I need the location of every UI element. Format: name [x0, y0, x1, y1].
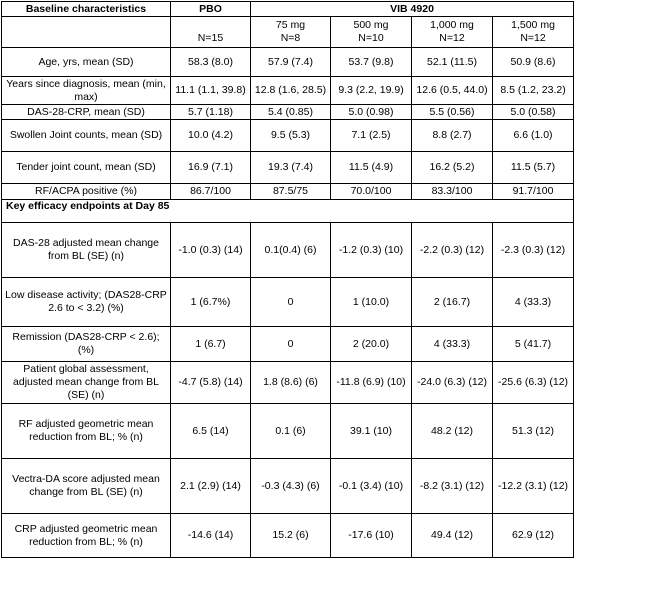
cell-value: 12.8 (1.6, 28.5) [251, 77, 331, 105]
table-row [2, 105, 574, 120]
cell-value: 11.5 (5.7) [493, 152, 574, 184]
cell-value: 0.1(0.4) (6) [251, 223, 331, 278]
cell-value: 58.3 (8.0) [171, 48, 251, 77]
table-row [2, 223, 574, 278]
row-label: Low disease activity; (DAS28-CRP 2.6 to < 3.2) (%) [2, 278, 171, 327]
cell-value: 1 (6.7) [171, 327, 251, 362]
cell-value: 83.3/100 [412, 184, 493, 200]
pbo-header: PBO [171, 2, 251, 17]
cell-value: 1 (10.0) [331, 278, 412, 327]
baseline-heading: Baseline characteristics [2, 2, 171, 17]
group-header-empty [2, 17, 171, 48]
cell-value: -24.0 (6.3) (12) [412, 362, 493, 404]
cell-value: 1.8 (8.6) (6) [251, 362, 331, 404]
group-header-75mg: 75 mg N=8 [251, 17, 331, 48]
cell-value: -1.2 (0.3) (10) [331, 223, 412, 278]
table-row [2, 362, 574, 404]
table-row [2, 152, 574, 184]
cell-value: -0.3 (4.3) (6) [251, 459, 331, 514]
cell-value: 7.1 (2.5) [331, 120, 412, 152]
cell-value: -2.3 (0.3) (12) [493, 223, 574, 278]
row-label: Remission (DAS28-CRP < 2.6); (%) [2, 327, 171, 362]
cell-value: 11.1 (1.1, 39.8) [171, 77, 251, 105]
row-label: Vectra-DA score adjusted mean change from BL (SE) (n) [2, 459, 171, 514]
row-label: RF/ACPA positive (%) [2, 184, 171, 200]
cell-value: 8.8 (2.7) [412, 120, 493, 152]
cell-value: 53.7 (9.8) [331, 48, 412, 77]
cell-value: 5.7 (1.18) [171, 105, 251, 120]
cell-value: 48.2 (12) [412, 404, 493, 459]
cell-value: 0 [251, 278, 331, 327]
cell-value: 5.0 (0.98) [331, 105, 412, 120]
cell-value: 57.9 (7.4) [251, 48, 331, 77]
table-row [2, 77, 574, 105]
results-table [1, 1, 574, 558]
cell-value: 5.0 (0.58) [493, 105, 574, 120]
row-label: Years since diagnosis, mean (min, max) [2, 77, 171, 105]
cell-value: -17.6 (10) [331, 514, 412, 558]
cell-value: 8.5 (1.2, 23.2) [493, 77, 574, 105]
row-label: DAS-28 adjusted mean change from BL (SE) (n) [2, 223, 171, 278]
cell-value: 6.5 (14) [171, 404, 251, 459]
cell-value: 1 (6.7%) [171, 278, 251, 327]
cell-value: -25.6 (6.3) (12) [493, 362, 574, 404]
row-label: CRP adjusted geometric mean reduction from BL; % (n) [2, 514, 171, 558]
group-header-pbo: N=15 [171, 17, 251, 48]
cell-value: 0.1 (6) [251, 404, 331, 459]
table-row [2, 514, 574, 558]
cell-value: 2 (20.0) [331, 327, 412, 362]
cell-value: 11.5 (4.9) [331, 152, 412, 184]
vib-header: VIB 4920 [251, 2, 574, 17]
cell-value: -2.2 (0.3) (12) [412, 223, 493, 278]
cell-value: 5.4 (0.85) [251, 105, 331, 120]
cell-value: -8.2 (3.1) (12) [412, 459, 493, 514]
cell-value: 5 (41.7) [493, 327, 574, 362]
cell-value: 9.5 (5.3) [251, 120, 331, 152]
cell-value: 16.9 (7.1) [171, 152, 251, 184]
cell-value: 2.1 (2.9) (14) [171, 459, 251, 514]
cell-value: -14.6 (14) [171, 514, 251, 558]
cell-value: 16.2 (5.2) [412, 152, 493, 184]
cell-value: 50.9 (8.6) [493, 48, 574, 77]
cell-value: -12.2 (3.1) (12) [493, 459, 574, 514]
group-header-1500mg: 1,500 mg N=12 [493, 17, 574, 48]
cell-value: 62.9 (12) [493, 514, 574, 558]
efficacy-heading: Key efficacy endpoints at Day 85 [2, 200, 574, 223]
table-row [2, 404, 574, 459]
row-label: Patient global assessment, adjusted mean change from BL (SE) (n) [2, 362, 171, 404]
cell-value: 51.3 (12) [493, 404, 574, 459]
cell-value: 10.0 (4.2) [171, 120, 251, 152]
table-row [2, 327, 574, 362]
cell-value: 87.5/75 [251, 184, 331, 200]
cell-value: 52.1 (11.5) [412, 48, 493, 77]
cell-value: 4 (33.3) [493, 278, 574, 327]
cell-value: 15.2 (6) [251, 514, 331, 558]
cell-value: 86.7/100 [171, 184, 251, 200]
row-label: RF adjusted geometric mean reduction from BL; % (n) [2, 404, 171, 459]
row-label: Swollen Joint counts, mean (SD) [2, 120, 171, 152]
table-row [2, 120, 574, 152]
cell-value: -11.8 (6.9) (10) [331, 362, 412, 404]
cell-value: -4.7 (5.8) (14) [171, 362, 251, 404]
cell-value: 39.1 (10) [331, 404, 412, 459]
row-label: Tender joint count, mean (SD) [2, 152, 171, 184]
cell-value: 4 (33.3) [412, 327, 493, 362]
cell-value: 2 (16.7) [412, 278, 493, 327]
cell-value: 5.5 (0.56) [412, 105, 493, 120]
group-header-1000mg: 1,000 mg N=12 [412, 17, 493, 48]
cell-value: -0.1 (3.4) (10) [331, 459, 412, 514]
table-row [2, 184, 574, 200]
cell-value: 70.0/100 [331, 184, 412, 200]
cell-value: 91.7/100 [493, 184, 574, 200]
cell-value: 19.3 (7.4) [251, 152, 331, 184]
row-label: Age, yrs, mean (SD) [2, 48, 171, 77]
cell-value: -1.0 (0.3) (14) [171, 223, 251, 278]
group-header-500mg: 500 mg N=10 [331, 17, 412, 48]
cell-value: 49.4 (12) [412, 514, 493, 558]
row-label: DAS-28-CRP, mean (SD) [2, 105, 171, 120]
table-row [2, 278, 574, 327]
cell-value: 0 [251, 327, 331, 362]
table-row [2, 459, 574, 514]
cell-value: 9.3 (2.2, 19.9) [331, 77, 412, 105]
cell-value: 6.6 (1.0) [493, 120, 574, 152]
table-row [2, 48, 574, 77]
cell-value: 12.6 (0.5, 44.0) [412, 77, 493, 105]
